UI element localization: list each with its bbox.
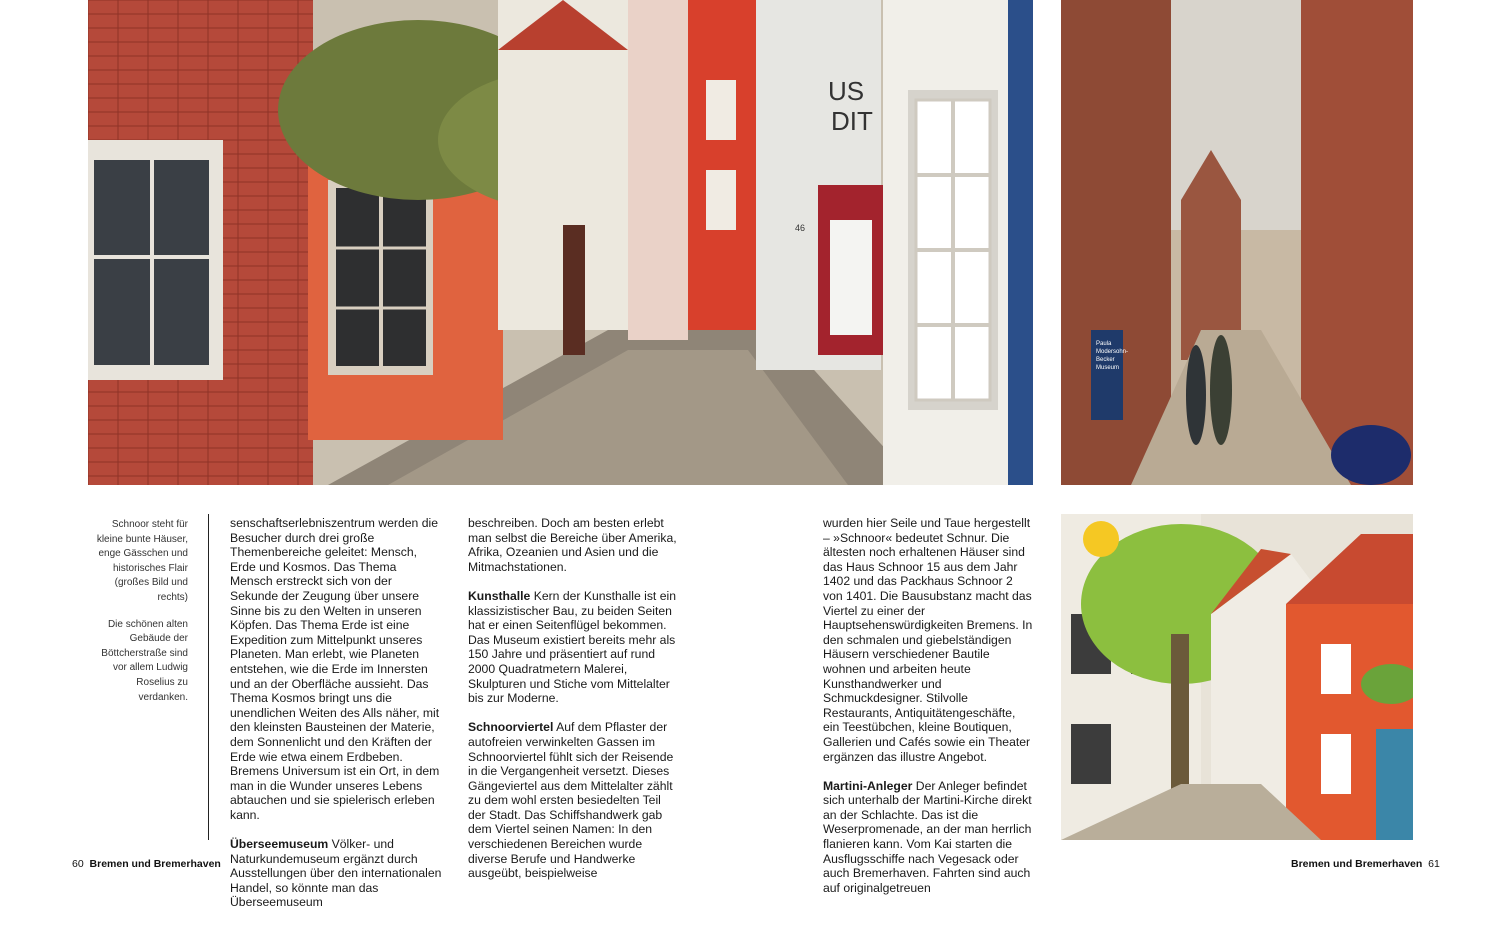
photo-boettcherstrasse — [1061, 0, 1413, 485]
col1-ueberseemuseum-text: Völker- und Naturkundemuseum ergänzt durch Ausstellungen über den internationalen Handel, so könnte man das Überseemuseum — [230, 837, 442, 910]
col3-paragraph-schnoor: wurden hier Seile und Taue hergestellt – »Schnoor« bedeutet Schnur. Die ältesten noch erhaltenen Häuser sind das Haus Schnoor 15 aus dem Jahr 1402 und das Packhaus Schnoor 2 von 1401. Die Bausubstanz macht das Viertel zu einer der Hauptsehenswürdigkeiten Bremens. In den schmalen und giebelständigen Häusern verschiedener Bautile wohnen und arbeiten heute Kunsthandwerker und Schmuckdesigner. Stilvolle Restaurants, Antiquitätengeschäfte, ein Teestübchen, kleine Boutiquen, Gallerien und Cafés sowie ein Theater ergänzen das illustre Angebot. — [823, 516, 1033, 764]
photo-captions — [88, 518, 188, 717]
col2-kunsthalle-text: Kern der Kunsthalle ist ein klassizistischer Bau, zu beiden Seiten hat er einen Seitenflügel bekommen. Das Museum existiert bereits mehr als 150 Jahre und präsentiert auf rund 2000 Quadratmetern Malerei, Skulpturen und Stiche vom Mittelalter bis zur Moderne. — [468, 588, 676, 706]
footer-right — [1291, 858, 1440, 870]
photo-schnoor-houses-illustration — [1061, 514, 1413, 840]
main-photo-illustration — [88, 0, 1033, 485]
heading-kunsthalle: Kunsthalle — [468, 588, 531, 603]
page-number-left: 60 — [72, 858, 84, 870]
museum-sign-line-3: Becker — [1096, 357, 1115, 363]
col2-schnoorviertel-text: Auf dem Pflaster der autofreien verwinkelten Gassen im Schnoorviertel fühlt sich der Reisende in die Vergangenheit versetzt. Dieses Gängeviertel aus dem Mittelalter zählt zu dem wohl ersten besiedelten Teil der Stadt. Das Schiffshandwerk gab dem Viertel seinen Namen: In den verschiedenen Bereichen wurde diverse Berufe und Handwerke ausgeübt, beispielweise — [468, 720, 674, 881]
col3-martini-anleger-text: Der Anleger befindet sich unterhalb der Martini-Kirche direkt an der Schlachte. Das ist die Weserpromenade, an der man herrlich flanieren kann. Vom Kai starten die Ausflugsschiffe nach Vegesack oder auch Bremerhaven. Fahrten sind auch auf originalgetreuen — [823, 778, 1032, 895]
photo-boettcherstrasse-illustration — [1061, 0, 1413, 485]
main-photo-wall-letters-1: US — [828, 76, 865, 106]
col2-paragraph-kunsthalle — [468, 589, 680, 706]
col1-paragraph-universum: senschaftserlebniszentrum werden die Besucher durch drei große Themenbereiche geleitet: Mensch, Erde und Kosmos. Das Thema Mensch erstreckt sich von der Sekunde der Zeugung über unsere Sinne bis zu den Welten in unseren Köpfen. Das Thema Erde ist eine Expedition zum Mittelpunkt unseres Planeten. Man erlebt, wie Planeten entstehen, wie die Erde im Innersten und an der Oberfläche aussieht. Das Thema Kosmos bringt uns die unendlichen Weiten des Alls näher, mit den kleinsten Bausteinen der Materie, dem Sonnenlicht und den Kräften der Erde wie etwa einem Erdbeben. Bremens Universum ist ein Ort, in dem man in die Wunder unseres Lebens abtauchen und sie spielerisch erleben kann. — [230, 516, 440, 822]
heading-schnoorviertel: Schnoorviertel — [468, 720, 554, 735]
text-column-3 — [823, 516, 1035, 910]
col3-paragraph-martini-anleger — [823, 779, 1035, 896]
photo-schnoor-houses — [1061, 514, 1413, 840]
museum-sign-line-2: Modersohn- — [1096, 349, 1129, 355]
text-column-1 — [230, 516, 442, 925]
footer-left — [72, 858, 221, 870]
main-photo-house-number: 46 — [795, 223, 806, 233]
heading-martini-anleger: Martini-Anleger — [823, 778, 913, 793]
museum-sign-line-1: Paula — [1096, 341, 1112, 347]
caption-schnoor: Schnoor steht für kleine bunte Häuser, enge Gässchen und historisches Flair (großes Bild und rechts) — [96, 519, 188, 603]
main-photo-wall-letters-2: DIT — [831, 106, 873, 136]
caption-boettcherstrasse: Die schönen alten Gebäude der Böttcherstraße sind vor allem Ludwig Roselius zu verdanken. — [101, 618, 188, 703]
main-photo-schnoor-lane — [88, 0, 1033, 485]
column-divider — [208, 514, 209, 840]
heading-ueberseemuseum: Überseemuseum — [230, 837, 329, 852]
col2-paragraph-schnoorviertel — [468, 720, 680, 881]
col1-paragraph-ueberseemuseum — [230, 837, 442, 910]
col2-paragraph-intro: beschreiben. Doch am besten erlebt man selbst die Bereiche über Amerika, Afrika, Ozeanien und Asien und die Mitmachstationen. — [468, 516, 677, 574]
running-title-right: Bremen und Bremerhaven — [1291, 858, 1423, 870]
running-title-left: Bremen und Bremerhaven — [89, 858, 221, 870]
museum-sign-line-4: Museum — [1096, 365, 1120, 371]
page-number-right: 61 — [1428, 858, 1440, 870]
text-column-2 — [468, 516, 680, 895]
